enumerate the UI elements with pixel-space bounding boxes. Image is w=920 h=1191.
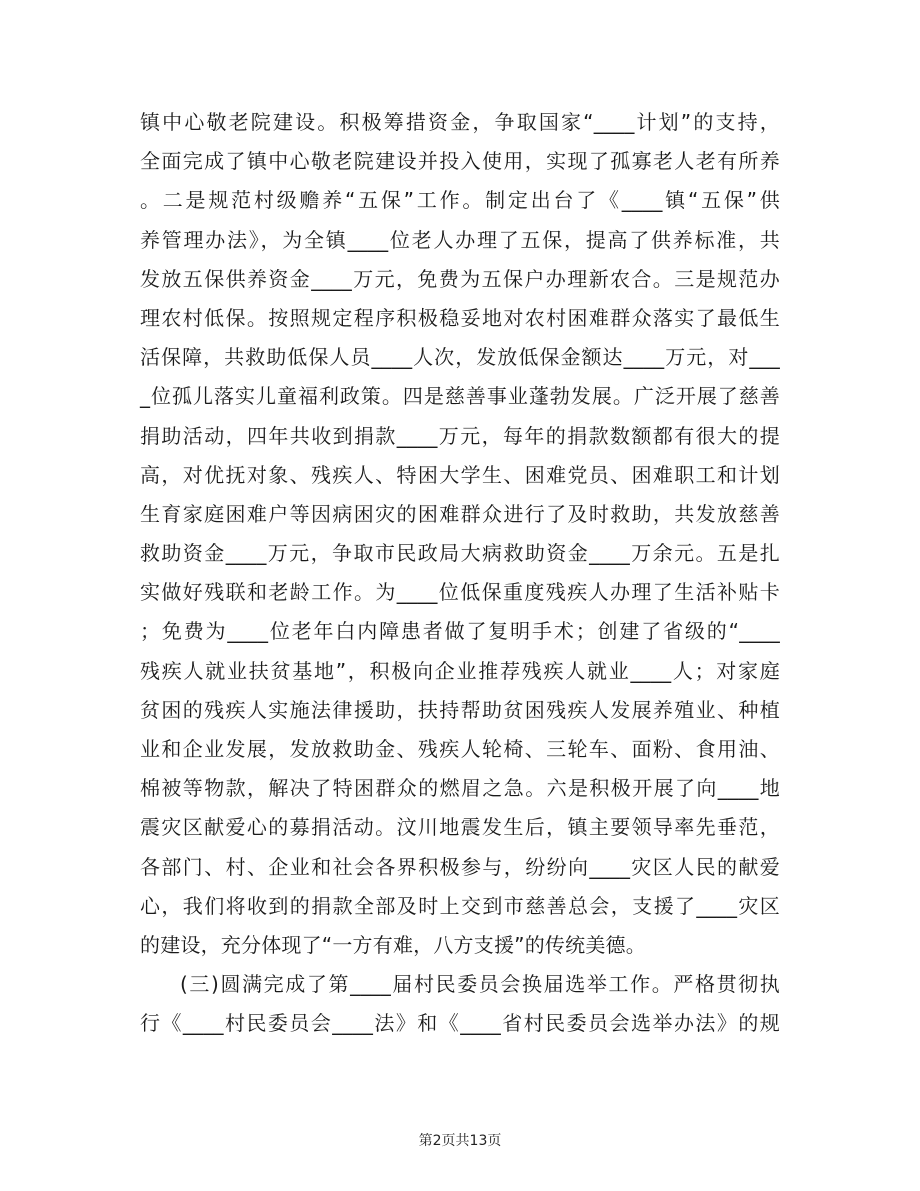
page-number-footer: 第2页共13页 (418, 1133, 502, 1149)
text-line: ；免费为____位老年白内障患者做了复明手术；创建了省级的“____ (140, 619, 780, 644)
text-line: 全面完成了镇中心敬老院建设并投入使用，实现了孤寡老人老有所养 (140, 149, 780, 174)
text-line: 行《____村民委员会____法》和《____省村民委员会选举办法》的规 (140, 1011, 780, 1036)
text-line: 棉被等物款，解决了特困群众的燃眉之急。六是积极开展了向____地 (140, 776, 780, 801)
text-line: 发放五保供养资金____万元，免费为五保户办理新农合。三是规范办 (140, 266, 780, 291)
text-line: 震灾区献爱心的募捐活动。汶川地震发生后，镇主要领导率先垂范， (140, 815, 780, 840)
text-line: 各部门、村、企业和社会各界积极参与，纷纷向____灾区人民的献爱 (140, 854, 780, 879)
text-line: _位孤儿落实儿童福利政策。四是慈善事业蓬勃发展。广泛开展了慈善 (140, 384, 780, 409)
text-line: 理农村低保。按照规定程序积极稳妥地对农村困难群众落实了最低生 (140, 305, 780, 330)
text-line: 养管理办法》，为全镇____位老人办理了五保，提高了供养标准，共 (140, 227, 780, 252)
text-line: 心，我们将收到的捐款全部及时上交到市慈善总会，支援了____灾区 (140, 893, 780, 918)
text-line: 活保障，共救助低保人员____人次，发放低保金额达____万元，对___ (140, 345, 780, 370)
text-line: 镇中心敬老院建设。积极筹措资金，争取国家“____计划”的支持， (140, 110, 780, 134)
text-line: 的建设，充分体现了“一方有难，八方支援”的传统美德。 (140, 932, 646, 957)
text-line: 贫困的残疾人实施法律援助，扶持帮助贫困残疾人发展养殖业、种植 (140, 697, 780, 722)
text-line: 残疾人就业扶贫基地”，积极向企业推荐残疾人就业____人；对家庭 (140, 658, 780, 683)
text-line: 业和企业发展，发放救助金、残疾人轮椅、三轮车、面粉、食用油、 (140, 737, 780, 761)
text-line: 高，对优抚对象、残疾人、特困大学生、困难党员、困难职工和计划 (140, 462, 780, 487)
text-line: 生育家庭困难户等因病困灾的困难群众进行了及时救助，共发放慈善 (140, 501, 780, 526)
text-line: 救助资金____万元，争取市民政局大病救助资金____万余元。五是扎 (140, 541, 780, 566)
text-line: (三)圆满完成了第____届村民委员会换届选举工作。严格贯彻执 (180, 972, 780, 997)
text-line: 实做好残联和老龄工作。为____位低保重度残疾人办理了生活补贴卡 (140, 580, 780, 605)
body-text (140, 103, 780, 1044)
text-line: 捐助活动，四年共收到捐款____万元，每年的捐款数额都有很大的提 (140, 423, 780, 448)
text-line: 。二是规范村级赡养“五保”工作。制定出台了《____镇“五保”供 (140, 188, 780, 213)
